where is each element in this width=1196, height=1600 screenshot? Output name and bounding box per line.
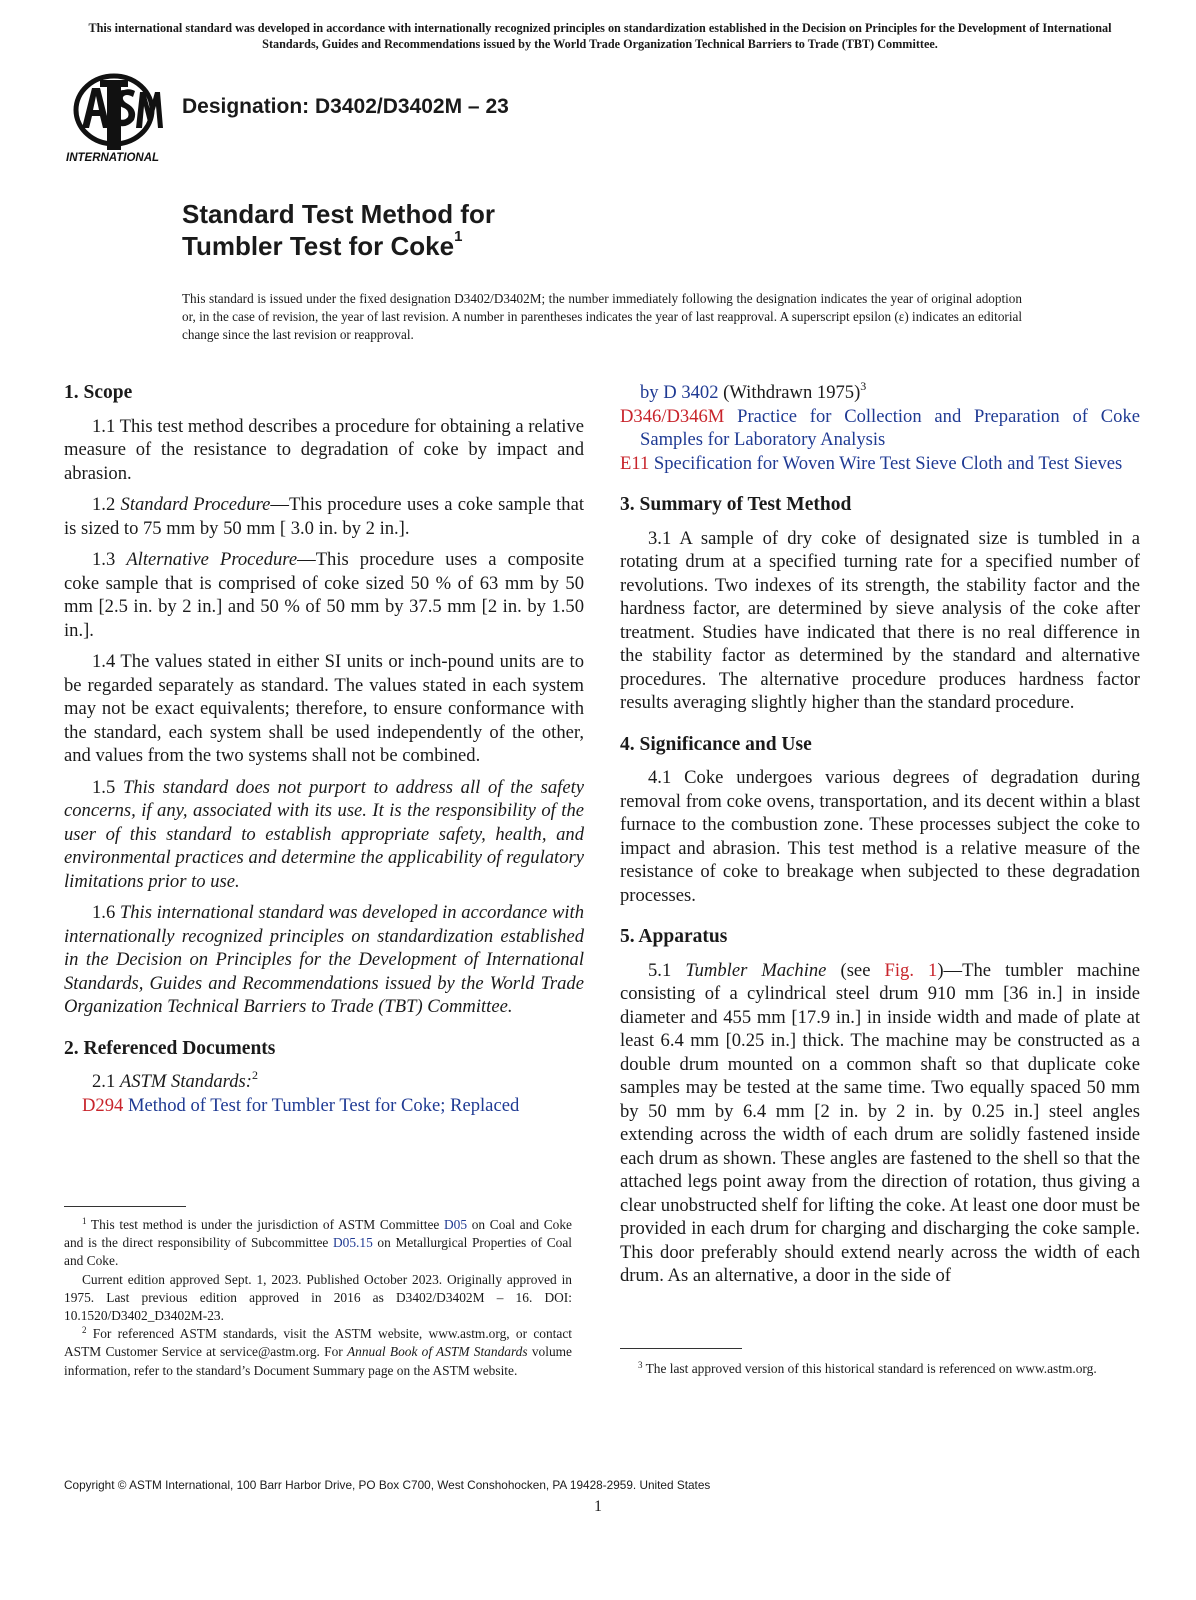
section-heading-significance: 4. Significance and Use bbox=[620, 733, 812, 755]
footnotes-right bbox=[620, 1360, 1128, 1378]
footnotes-left bbox=[64, 1216, 572, 1380]
section-heading-apparatus: 5. Apparatus bbox=[620, 926, 728, 947]
reference-d346 bbox=[620, 405, 1140, 452]
title-line-2: Tumbler Test for Coke bbox=[182, 231, 455, 261]
reference-d294-replaced-by[interactable]: by D 3402 bbox=[640, 382, 719, 403]
paragraph-3-1: 3.1 A sample of dry coke of designated size is tumbled in a rotating drum at a specified turning rate for a specified number of revolutions. Two indexes of its strength, the stability factor and the hardness factor, are determined by sieve analysis of the coke after treatment. Studies have indicated that there is no real difference in the stability factor as determined by the standard and alternative procedures. The alternative procedure produces hardness factor results averaging slightly higher than the standard procedure. bbox=[620, 527, 1140, 713]
reference-d346-title[interactable]: Practice for Collection and Preparation of Coke Samples for Laboratory Analysis bbox=[640, 405, 1140, 450]
figure-1-link[interactable]: Fig. 1 bbox=[884, 959, 938, 981]
reference-d294-continued: by D 3402 (Withdrawn 1975)$^3$ bbox=[640, 379, 867, 403]
paragraph-1-3: 1.3 Alternative Procedure—This procedure uses a composite coke sample that is comprised of coke sized 50 % of 63 mm by 50 mm [2.5 in. by 2 in.] and 50 % of 50 mm by 37.5 mm [2 in. by 1.50 in.]. bbox=[64, 549, 585, 641]
paragraph-1-2: 1.2 Standard Procedure—This procedure uses a coke sample that is sized to 75 mm by 50 mm [ 3.0 in. by 2 in.]. bbox=[64, 494, 584, 539]
committee-d05-link[interactable]: D05 bbox=[444, 1217, 468, 1232]
top-notice: This international standard was developed in accordance with internationally recognized principles on standardization established in the Decision on Principles for the Development of International Standards, Guides and Recommendations issued by the World Trade Organization Technical Barriers to Trade (TBT) Committee. bbox=[88, 21, 1112, 51]
section-heading-referenced-documents: 2. Referenced Documents bbox=[64, 1037, 276, 1059]
paragraph-1-1: 1.1 This test method describes a procedure for obtaining a relative measure of the resistance to degradation of coke by impact and abrasion. bbox=[64, 415, 584, 484]
reference-d346-code[interactable]: D346/D346M bbox=[620, 405, 725, 427]
paragraph-5-1: 5.1 Tumbler Machine (see Fig. 1)—The tumbler machine consisting of a cylindrical steel drum 910 mm [36 in.] in inside diameter and 455 mm [17.9 in.] in inside width and made of plate at least 6.4 mm [0.25 in.] thick. The machine may be constructed as a double drum mounted on a common shaft so that duplicate coke samples may be tested at the same time. Two equally spaced 50 mm by 50 mm by 6.4 mm [2 in. by 2 in. by 0.25 in.] steel angles extending across the width of each drum are solidly fastened inside each drum as shown. These angles are fastened to the shell so that the attached legs point away from the direction of rotation, thus giving a clear unobstructed shelf for lifting the coke. At least one door must be provided in each drum for charging and discharging the coke sample. This door preferably should extend nearly across the width of each drum. As an alternative, a door in the side of bbox=[620, 959, 1140, 1286]
section-heading-scope: 1. Scope bbox=[64, 382, 133, 403]
reference-e11-title[interactable]: Specification for Woven Wire Test Sieve Cloth and Test Sieves bbox=[653, 452, 1123, 474]
reference-e11 bbox=[620, 452, 1140, 476]
astm-logo bbox=[64, 70, 168, 164]
copyright-line: Copyright © ASTM International, 100 Barr Harbor Drive, PO Box C700, West Conshohocken, PA 19428-2959. United States bbox=[64, 1478, 711, 1492]
subcommittee-d05-15-link[interactable]: D05.15 bbox=[332, 1235, 373, 1251]
designation: Designation: D3402/D3402M – 23 bbox=[182, 95, 509, 118]
right-column bbox=[620, 381, 1140, 1296]
reference-d294-title[interactable]: Method of Test for Tumbler Test for Coke; Replaced bbox=[127, 1094, 520, 1116]
footnote-2: $^2$ For referenced ASTM standards, visit the ASTM website, www.astm.org, or contact ASTM Customer Service at service@astm.org. For Annual Book of ASTM Standards volume information, refer to the standard’s Document Summary page on the ASTM website. bbox=[64, 1325, 572, 1378]
section-heading-summary: 3. Summary of Test Method bbox=[620, 494, 852, 515]
page-number: 1 bbox=[594, 1498, 602, 1515]
left-column bbox=[64, 381, 584, 1117]
title-footnote-mark: 1 bbox=[454, 228, 463, 245]
reference-d294 bbox=[64, 1094, 584, 1118]
document-title bbox=[182, 198, 495, 262]
paragraph-2-1: 2.1 ASTM Standards:$^2$ bbox=[92, 1068, 258, 1092]
footnote-rule-left bbox=[64, 1206, 186, 1207]
reference-e11-code[interactable]: E11 bbox=[620, 452, 650, 474]
paragraph-1-6: 1.6 This international standard was developed in accordance with internationally recognized principles on standardization established in the Decision on Principles for the Development of International Standards, Guides and Recommendations issued by the World Trade Organization Technical Barriers to Trade (TBT) Committee. bbox=[64, 902, 585, 1017]
footnote-rule-right bbox=[620, 1348, 742, 1349]
logo-text: INTERNATIONAL bbox=[66, 152, 160, 164]
title-line-1: Standard Test Method for bbox=[182, 199, 495, 229]
paragraph-1-5: 1.5 This standard does not purport to address all of the safety concerns, if any, associated with its use. It is the responsibility of the user of this standard to establish appropriate safety, health, and environmental practices and determine the applicability of regulatory limitations prior to use. bbox=[64, 776, 584, 892]
paragraph-1-4: 1.4 The values stated in either SI units or inch-pound units are to be regarded separately as standard. The values stated in each system may not be exact equivalents; therefore, to ensure conformance with the standard, each system shall be used independently of the other, and values from the two systems shall not be combined. bbox=[64, 651, 584, 766]
footnote-1-edition: Current edition approved Sept. 1, 2023. Published October 2023. Originally approved in 1975. Last previous edition approved in 2016 as D3402/D3402M – 16. DOI: 10.1520/D3402_D3402M-23. bbox=[64, 1271, 572, 1324]
footnote-1: $^1$ This test method is under the jurisdiction of ASTM Committee D05 on Coal and Coke and is the direct responsibility of Subcommittee D05.15 on Metallurgical Properties of Coal and Coke. bbox=[64, 1216, 572, 1269]
issue-note: This standard is issued under the fixed designation D3402/D3402M; the number immediately following the designation indicates the year of original adoption or, in the case of revision, the year of last revision. A number in parentheses indicates the year of last reapproval. A superscript epsilon (ε) indicates an editorial change since the last revision or reapproval. bbox=[182, 291, 1022, 342]
paragraph-4-1: 4.1 Coke undergoes various degrees of degradation during removal from coke ovens, transportation, and its decent within a blast furnace to the combustion zone. These processes subject the coke to impact and abrasion. This test method is a relative measure of the resistance of coke to breakage when subjected to these degradation processes. bbox=[620, 767, 1140, 906]
reference-d294-code[interactable]: D294 bbox=[82, 1094, 124, 1116]
footnote-3: $^3$ The last approved version of this historical standard is referenced on www.astm.org. bbox=[638, 1360, 1097, 1376]
